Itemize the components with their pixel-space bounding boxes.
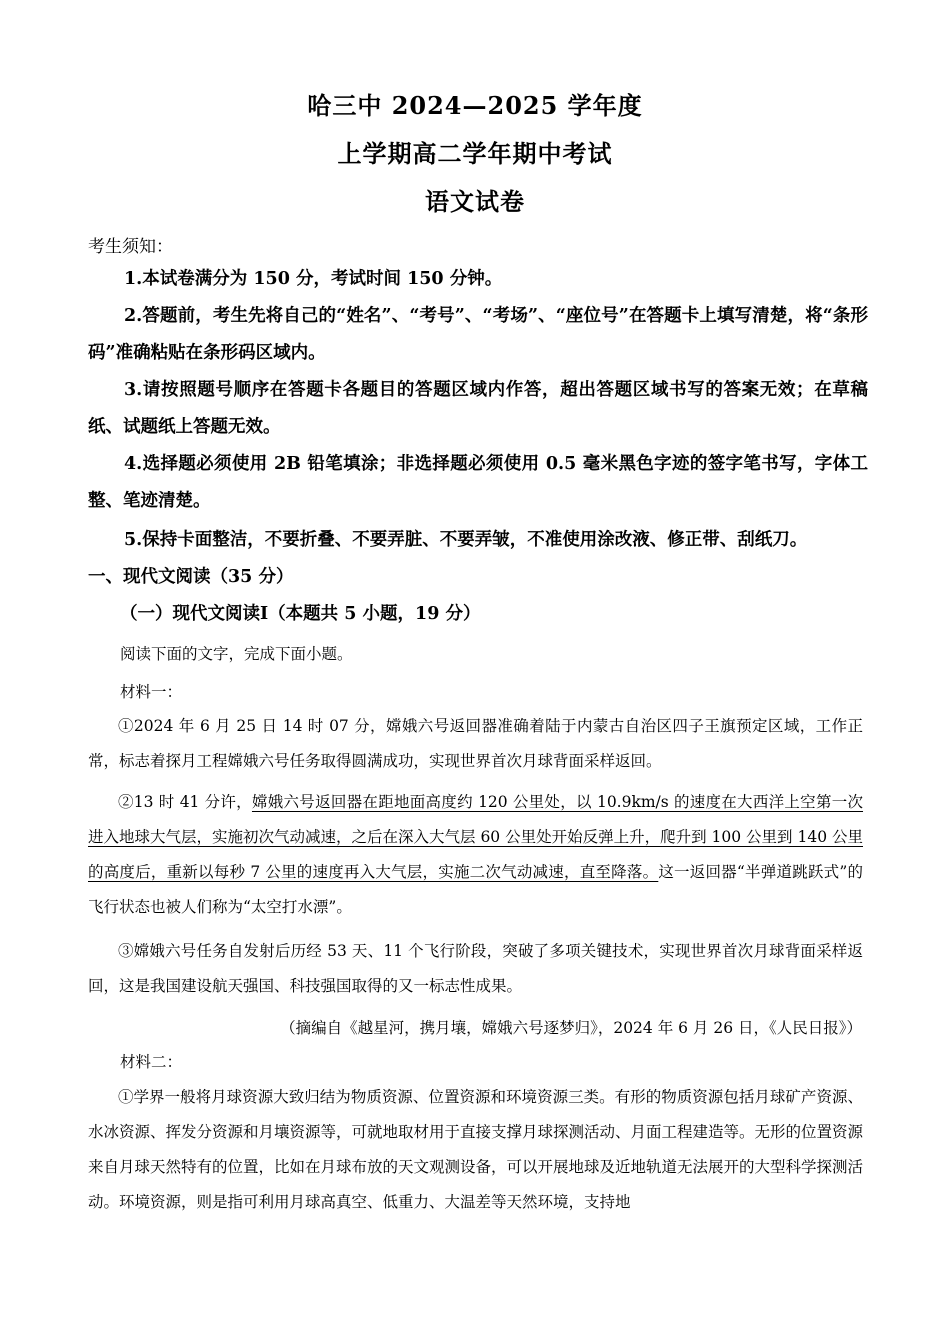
paragraph-2-prefix: ②13 时 41 分许， — [118, 793, 252, 811]
section-heading: 一、现代文阅读（35 分） — [88, 567, 294, 587]
exam-title-subject: 语文试卷 — [425, 187, 525, 216]
material-1-source: （摘编自《越星河，携月壤，嫦娥六号逐梦归》，2024 年 6 月 26 日，《人民日报》） — [280, 1019, 862, 1037]
subsection-heading: （一）现代文阅读Ⅰ（本题共 5 小题，19 分） — [120, 604, 481, 624]
notice-item-3: 3.请按照题号顺序在答题卡各题目的答题区域内作答，超出答题区域书写的答案无效；在草稿纸、试题纸上答题无效。 — [88, 380, 868, 437]
material-1-paragraph-1: ①2024 年 6 月 25 日 14 时 07 分，嫦娥六号返回器准确着陆于内蒙古自治区四子王旗预定区域，工作正常，标志着探月工程嫦娥六号任务取得圆满成功，实现世界首次月球背面采样返回。 — [88, 717, 863, 770]
notice-heading: 考生须知： — [88, 237, 173, 257]
material-2-paragraph-1: ①学界一般将月球资源大致归结为物质资源、位置资源和环境资源三类。有形的物质资源包括月球矿产资源、水冰资源、挥发分资源和月壤资源等，可就地取材用于直接支撑月球探测活动、月面工程建造等。无形的位置资源来自月球天然特有的位置，比如在月球布放的天文观测设备，可以开展地球及近地轨道无法展开的大型科学探测活动。环境资源，则是指可利用月球高真空、低重力、大温差等天然环境，支持地 — [88, 1088, 864, 1211]
paragraph-2-suffix: 这一返回器“半弹道跳跃式”的飞行状态也被人们称为“太空打水漂”。 — [88, 863, 864, 916]
material-1-label: 材料一： — [120, 683, 183, 701]
notice-item-2: 2.答题前，考生先将自己的“姓名”、“考号”、“考场”、“座位号”在答题卡上填写清楚，将“条形码”准确粘贴在条形码区域内。 — [88, 306, 868, 363]
exam-title-school-year: 哈三中 2024—2025 学年度 — [307, 91, 643, 120]
notice-item-1: 1.本试卷满分为 150 分，考试时间 150 分钟。 — [124, 269, 503, 289]
material-1-paragraph-2 — [88, 785, 863, 925]
notice-item-4: 4.选择题必须使用 2B 铅笔填涂；非选择题必须使用 0.5 毫米黑色字迹的签字笔书写，字体工整、笔迹清楚。 — [88, 454, 868, 511]
exam-title-term: 上学期高二学年期中考试 — [337, 139, 613, 168]
underlined-passage: 嫦娥六号返回器在距地面高度约 120 公里处，以 10.9km/s 的速度在大西洋上空第一次进入地球大气层，实施初次气动减速，之后在深入大气层 60 公里处开始反弹上升，爬升到 100 公里到 140 公里的高度后，重新以每秒 7 公里的速度再入大气层，实施二次气动减速，直至降落。 — [88, 793, 864, 881]
reading-instruction: 阅读下面的文字，完成下面小题。 — [120, 645, 353, 663]
material-1-paragraph-3: ③嫦娥六号任务自发射后历经 53 天、11 个飞行阶段，突破了多项关键技术，实现世界首次月球背面采样返回，这是我国建设航天强国、科技强国取得的又一标志性成果。 — [88, 942, 863, 995]
material-2-label: 材料二： — [120, 1053, 183, 1071]
notice-item-5: 5.保持卡面整洁，不要折叠、不要弄脏、不要弄皱，不准使用涂改液、修正带、刮纸刀。 — [124, 530, 808, 550]
